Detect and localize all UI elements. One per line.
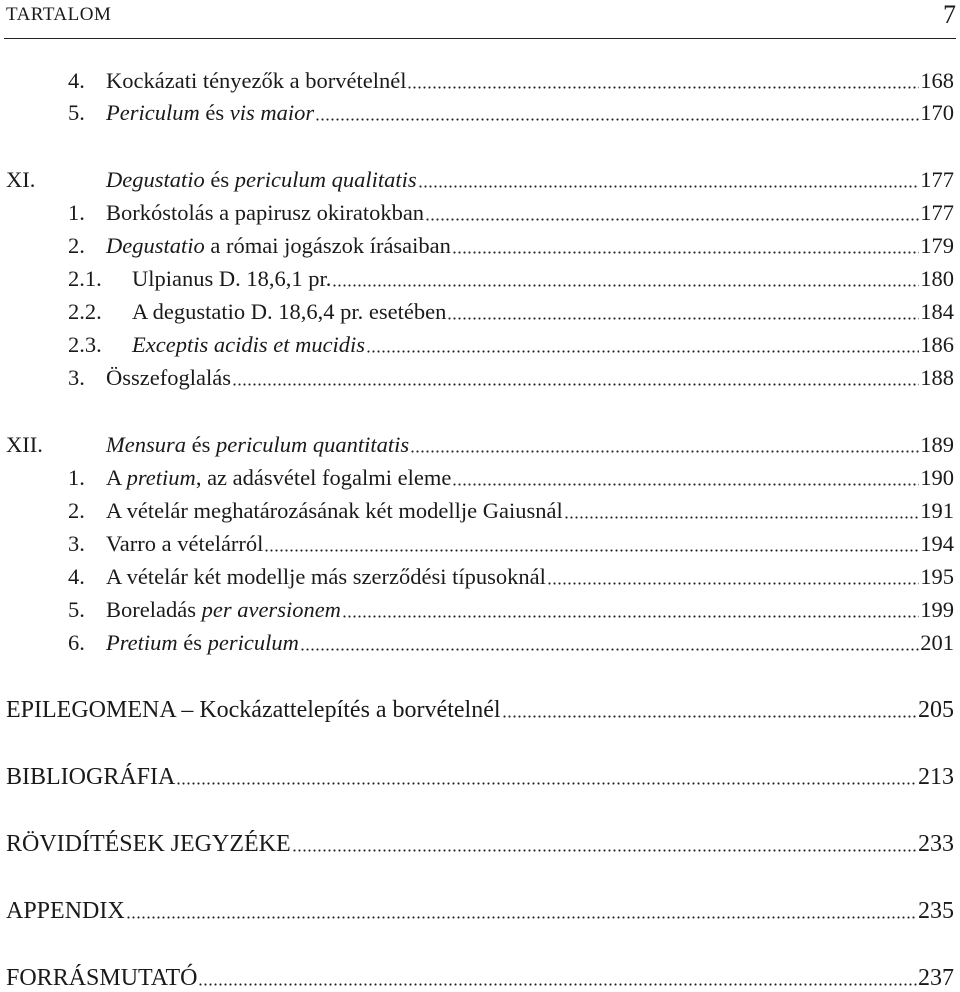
entry-title-part: APPENDIX	[6, 898, 125, 924]
entry-title-part: EPILEGOMENA – Kockázattelepítés a borvételnél	[6, 697, 501, 723]
entry-title-part: pretium	[126, 465, 196, 490]
entry-number: 5.	[68, 100, 85, 125]
entry-title	[106, 464, 451, 492]
entry-title-part: periculum	[207, 630, 299, 655]
dot-leader	[447, 315, 919, 321]
entry-title	[106, 67, 406, 95]
dot-leader	[264, 547, 919, 553]
entry-title-part: Pretium	[106, 630, 178, 655]
entry-title	[106, 530, 263, 558]
entry-title-part: Boreladás	[106, 597, 202, 622]
entry-title-part: és	[199, 100, 230, 125]
toc-entry[interactable]	[6, 162, 954, 194]
entry-title-part: Összefoglalás	[106, 365, 231, 390]
entry-title-part: és	[186, 432, 216, 457]
toc-entry[interactable]	[6, 692, 954, 724]
toc-entry[interactable]	[6, 826, 954, 858]
entry-page-number: 199	[920, 597, 954, 622]
entry-title-part: periculum qualitatis	[234, 167, 417, 192]
entry-title	[6, 830, 291, 858]
toc-entry[interactable]	[68, 294, 954, 326]
dot-leader	[502, 713, 917, 719]
entry-title-part: Varro a vételárról	[106, 531, 264, 556]
entry-title-part: FORRÁSMUTATÓ	[6, 965, 198, 991]
entry-title	[106, 99, 314, 127]
entry-number: 2.	[68, 498, 85, 523]
entry-number: 2.1.	[68, 266, 102, 291]
entry-page-number: 189	[920, 432, 954, 457]
dot-leader	[564, 514, 920, 520]
entry-page-number: 188	[920, 365, 954, 390]
dot-leader	[332, 282, 919, 288]
entry-title	[106, 497, 563, 525]
entry-title-part: A vételár két modellje más szerződési típusoknál	[106, 564, 546, 589]
toc-entry[interactable]	[68, 63, 954, 95]
toc-entry[interactable]	[68, 460, 954, 492]
entry-number: 4.	[68, 68, 85, 93]
entry-page-number: 180	[920, 266, 954, 291]
toc-entry[interactable]	[68, 559, 954, 591]
toc-entry[interactable]	[68, 195, 954, 227]
dot-leader	[410, 448, 919, 454]
toc-entry[interactable]	[68, 261, 954, 293]
dot-leader	[198, 981, 917, 987]
entry-title	[132, 298, 446, 326]
entry-page-number: 170	[920, 100, 954, 125]
entry-number: 1.	[68, 465, 85, 490]
entry-title-part: A degustatio D. 18,6,4 pr. esetében	[132, 299, 447, 324]
entry-title	[132, 265, 331, 293]
dot-leader	[292, 847, 917, 853]
entry-title-part: vis maior	[229, 100, 315, 125]
entry-number: 2.3.	[68, 332, 102, 357]
toc-entry[interactable]	[68, 526, 954, 558]
dot-leader	[547, 580, 919, 586]
toc-entry[interactable]	[68, 95, 954, 127]
toc-entry[interactable]	[68, 327, 954, 359]
entry-title	[106, 431, 409, 459]
entry-title-part: BIBLIOGRÁFIA	[6, 764, 176, 790]
entry-number: XII.	[6, 432, 43, 457]
entry-title-part: Kockázati tényezők a borvételnél	[106, 68, 407, 93]
entry-title	[106, 364, 231, 392]
toc-entry[interactable]	[68, 228, 954, 260]
dot-leader	[126, 914, 917, 920]
entry-title	[106, 232, 451, 260]
dot-leader	[300, 646, 919, 652]
entry-page-number: 205	[918, 697, 954, 723]
entry-title	[106, 166, 417, 194]
toc-entry[interactable]	[68, 360, 954, 392]
toc-entry[interactable]	[6, 960, 954, 992]
entry-title	[106, 563, 546, 591]
dot-leader	[425, 216, 919, 222]
dot-leader	[232, 381, 919, 387]
entry-page-number: 186	[920, 332, 954, 357]
entry-title-part: a római jogászok írásaiban	[204, 233, 451, 258]
entry-title-part: RÖVIDÍTÉSEK JEGYZÉKE	[6, 831, 291, 857]
toc-entry[interactable]	[6, 893, 954, 925]
entry-title-part: Borkóstolás a papirusz okiratokban	[106, 200, 425, 225]
entry-number: 6.	[68, 630, 85, 655]
entry-title	[106, 199, 424, 227]
entry-page-number: 233	[918, 831, 954, 857]
entry-title-part: A vételár meghatározásának két modellje Gaiusnál	[106, 498, 563, 523]
entry-number: 1.	[68, 200, 85, 225]
entry-number: XI.	[6, 167, 36, 192]
entry-title	[6, 696, 501, 724]
entry-title	[6, 897, 125, 925]
entry-title-part: és	[177, 630, 208, 655]
entry-title-part: Periculum	[106, 100, 200, 125]
entry-number: 2.2.	[68, 299, 102, 324]
entry-title-part: A	[106, 465, 127, 490]
entry-page-number: 195	[920, 564, 954, 589]
entry-page-number: 168	[920, 68, 954, 93]
dot-leader	[176, 780, 917, 786]
entry-title	[6, 964, 197, 992]
entry-page-number: 201	[920, 630, 954, 655]
entry-title	[106, 629, 299, 657]
entry-title	[132, 331, 365, 359]
dot-leader	[315, 116, 919, 122]
dot-leader	[418, 183, 920, 189]
entry-title-part: Exceptis acidis et mucidis	[132, 332, 366, 357]
toc-entry[interactable]	[6, 759, 954, 791]
toc-entry[interactable]	[68, 493, 954, 525]
entry-page-number: 177	[920, 167, 954, 192]
header-title: TARTALOM	[6, 4, 112, 25]
entry-number: 3.	[68, 531, 85, 556]
entry-title-part: Degustatio	[106, 233, 205, 258]
entry-title-part: Mensura	[106, 432, 186, 457]
toc-entry[interactable]	[6, 427, 954, 459]
entry-title-part: Ulpianus D. 18,6,1 pr.	[132, 266, 332, 291]
dot-leader	[407, 84, 919, 90]
entry-title	[6, 763, 175, 791]
entry-number: 2.	[68, 233, 85, 258]
entry-page-number: 194	[920, 531, 954, 556]
entry-page-number: 177	[920, 200, 954, 225]
entry-title-part: per aversionem	[201, 597, 341, 622]
entry-title-part: periculum quantitatis	[216, 432, 410, 457]
entry-title-part: Degustatio	[106, 167, 205, 192]
entry-page-number: 237	[918, 965, 954, 991]
page-number: 7	[943, 0, 956, 29]
entry-page-number: 213	[918, 764, 954, 790]
entry-title	[106, 596, 341, 624]
entry-page-number: 235	[918, 898, 954, 924]
dot-leader	[342, 613, 919, 619]
entry-title-part: , az adásvétel fogalmi eleme	[195, 465, 452, 490]
entry-number: 4.	[68, 564, 85, 589]
dot-leader	[452, 249, 919, 255]
toc-entry[interactable]	[68, 625, 954, 657]
entry-title-part: és	[204, 167, 235, 192]
entry-page-number: 190	[920, 465, 954, 490]
entry-number: 3.	[68, 365, 85, 390]
entry-page-number: 191	[920, 498, 954, 523]
entry-page-number: 184	[920, 299, 954, 324]
entry-number: 5.	[68, 597, 85, 622]
dot-leader	[452, 481, 919, 487]
dot-leader	[366, 348, 919, 354]
entry-page-number: 179	[920, 233, 954, 258]
toc-entry[interactable]	[68, 592, 954, 624]
